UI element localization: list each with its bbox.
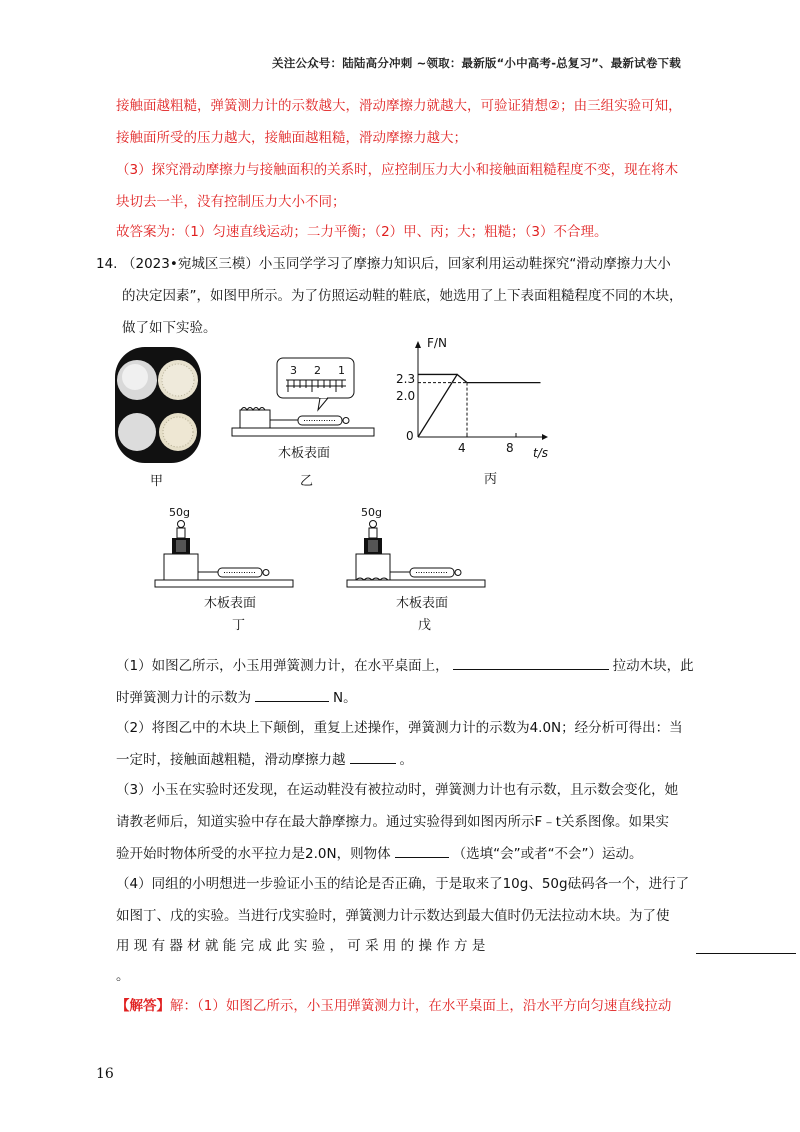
q1-text-c: 时弹簧测力计的示数为 <box>116 690 251 706</box>
graph-x-axis-label: t/s <box>533 446 548 460</box>
page-header: 关注公众号：陆陆高分冲刺 ~领取：最新版“小中高考-总复习”、最新试卷下载 <box>272 56 681 70</box>
q3-answer-blank[interactable] <box>395 842 449 858</box>
figure-bing-caption: 丙 <box>484 472 498 487</box>
q4-text-a: （4）同组的小明想进一步验证小玉的结论是否正确，于是取来了10g、50g砝码各一个，进行了 <box>116 876 690 892</box>
question-line: 做了如下实验。 <box>122 320 217 336</box>
q3-text-b: 请教老师后，知道实验中存在最大静摩擦力。通过实验得到如图丙所示F﹣t关系图像。如果实 <box>116 814 670 830</box>
q3-text-d: （选填“会”或者“不会”）运动。 <box>452 846 643 862</box>
scale-tick-2: 2 <box>314 364 321 377</box>
solution-text: 解：（1）如图乙所示，小玉用弹簧测力计，在水平桌面上，沿水平方向匀速直线拉动 <box>170 998 672 1014</box>
q2-answer-blank[interactable] <box>350 748 396 764</box>
q1-text-a: （1）如图乙所示，小玉用弹簧测力计，在水平桌面上， <box>116 658 449 674</box>
q1-answer-blank-2[interactable] <box>255 686 329 702</box>
weight-label-ding: 50g <box>169 506 190 519</box>
q4-text-b: 如图丁、戊的实验。当进行戊实验时，弹簧测力计示数达到最大值时仍无法拉动木块。为了使 <box>116 908 670 924</box>
q2-text-a: （2）将图乙中的木块上下颠倒，重复上述操作，弹簧测力计的示数为4.0N；经分析可得出：当 <box>116 720 683 736</box>
q4-answer-blank[interactable] <box>696 938 796 954</box>
q2-text-b: 一定时，接触面越粗糙，滑动摩擦力越 <box>116 752 346 768</box>
answer-line: 接触面所受的压力越大，接触面越粗糙，滑动摩擦力越大； <box>116 130 467 146</box>
figure-ding-caption: 丁 <box>232 618 246 633</box>
q1-answer-blank-1[interactable] <box>453 654 609 670</box>
graph-y-arrow <box>415 341 421 348</box>
scale-tick-1: 1 <box>338 364 345 377</box>
board-surface-label-wu: 木板表面 <box>396 596 449 611</box>
graph-y-axis-label: F/N <box>427 336 447 350</box>
q3-text-a: （3）小玉在实验时还发现，在运动鞋没有被拉动时，弹簧测力计也有示数，且示数会变化，她 <box>116 782 679 798</box>
q2-end: 。 <box>399 752 413 768</box>
board-surface-label: 木板表面 <box>278 446 331 461</box>
board-surface-label-ding: 木板表面 <box>204 596 257 611</box>
weight-label-wu: 50g <box>361 506 382 519</box>
figure-wu-caption: 戊 <box>418 618 432 633</box>
answer-line: （3）探究滑动摩擦力与接触面积的关系时，应控制压力大小和接触面粗糙程度不变，现在将木 <box>116 162 679 178</box>
figure-jia-shoe-soles <box>114 346 202 464</box>
page-number: 16 <box>96 1066 114 1082</box>
question-number: 14. <box>96 256 118 272</box>
graph-y-tick-2.0: 2.0 <box>396 389 416 403</box>
q4-end: 。 <box>116 968 130 984</box>
q4-text-c: 用 现 有 器 材 就 能 完 成 此 实 验 ， 可 采 用 的 操 作 方 是 <box>116 938 486 954</box>
question-line: （2023•宛城区三模）小玉同学学习了摩擦力知识后，回家利用运动鞋探究“滑动摩擦力大小 <box>122 256 671 272</box>
graph-origin-label: 0 <box>406 429 414 443</box>
graph-x-tick-8: 8 <box>506 441 514 455</box>
figure-yi-caption: 乙 <box>300 474 314 489</box>
q1-text-b: 拉动木块，此 <box>612 658 694 674</box>
scale-tick-3: 3 <box>290 364 297 377</box>
figure-jia-caption: 甲 <box>150 474 164 489</box>
q1-unit: N。 <box>333 690 357 706</box>
graph-y-tick-2.3: 2.3 <box>396 372 416 386</box>
graph-x-tick-4: 4 <box>458 441 466 455</box>
question-line: 的决定因素”，如图甲所示。为了仿照运动鞋的鞋底，她选用了上下表面粗糙程度不同的木块， <box>122 288 683 304</box>
solution-tag: 【解答】 <box>116 998 170 1014</box>
answer-summary: 故答案为：（1）匀速直线运动；二力平衡；（2）甲、丙；大；粗糙；（3）不合理。 <box>116 224 608 240</box>
graph-series-line-0 <box>418 374 541 437</box>
figure-yi-setup <box>228 352 378 440</box>
q3-text-c: 验开始时物体所受的水平拉力是2.0N，则物体 <box>116 846 391 862</box>
graph-x-arrow <box>542 434 548 440</box>
answer-line: 块切去一半，没有控制压力大小不同； <box>116 194 346 210</box>
answer-line: 接触面越粗糙，弹簧测力计的示数越大，滑动摩擦力就越大，可验证猜想②；由三组实验可知， <box>116 98 682 114</box>
